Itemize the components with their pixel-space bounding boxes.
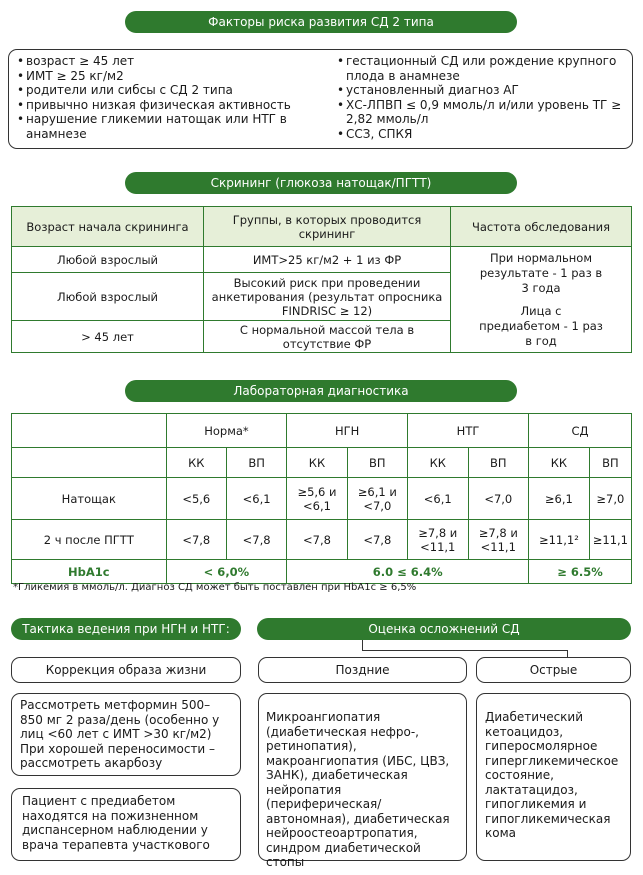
lab-cell: <7,8 [166,520,226,560]
screening-table [11,206,632,353]
lab-cell: ≥7,8 и <11,1 [468,520,529,560]
risk-item: • нарушение гликемии натощак или НТГ в анамнезе [17,112,317,141]
lab-cell: ≥11,1² [529,520,590,560]
screening-age: Любой взрослый [12,273,204,321]
late-title: Поздние [335,663,390,677]
metformin-box [11,693,241,776]
lab-sub-header: ВП [468,448,529,478]
screening-header: Частота обследования [451,207,632,247]
lifestyle-box [11,657,241,683]
connector-line [567,650,568,657]
risk-item: • гестационный СД или рождение крупного плода в анамнезе [337,54,622,83]
tactics-title: Тактика ведения при НГН и НТГ: [11,618,241,640]
screening-group: ИМТ>25 кг/м2 + 1 из ФР [204,247,451,273]
lab-cell: ≥6,1 и <7,0 [347,478,407,520]
screening-frequency [451,247,632,353]
acute-box [476,693,631,861]
screening-age: > 45 лет [12,321,204,353]
screening-header: Возраст начала скрининга [12,207,204,247]
lab-corner [12,414,167,448]
followup-box [11,788,241,861]
lab-sub-header: КК [407,448,468,478]
risk-left-list [17,54,317,141]
lab-cell: ≥6,1 [529,478,590,520]
lab-cell: ≥7,8 и <11,1 [407,520,468,560]
followup-text: Пациент с предиабетом находятся на пожизненном диспансерном наблюдении у врача терапевта участкового [22,794,210,852]
lab-sub-header: ВП [226,448,286,478]
lab-sub-header: ВП [589,448,631,478]
connector-line [362,650,568,651]
lab-row-label: Натощак [12,478,167,520]
lab-title: Лабораторная диагностика [125,380,517,402]
lab-corner [12,448,167,478]
lab-group-header: СД [529,414,632,448]
lab-sub-header: КК [287,448,347,478]
lab-cell: <5,6 [166,478,226,520]
lab-cell: ≥11,1 [589,520,631,560]
screening-group: Высокий риск при проведении анкетирования (результат опросника FINDRISC ≥ 12) [204,273,451,321]
frequency-normal: При нормальном результате - 1 раз в 3 года [479,250,603,295]
lab-sub-header: ВП [347,448,407,478]
lab-table [11,413,632,584]
risk-item: • ССЗ, СПКЯ [337,127,622,142]
frequency-prediabetes: Лица с предиабетом - 1 раз в год [479,303,603,348]
hba1c-normal: < 6,0% [166,560,287,584]
late-title-box [258,657,467,683]
lab-cell: ≥5,6 и <6,1 [287,478,347,520]
lab-group-header: НГН [287,414,408,448]
lab-footnote: *Гликемия в ммоль/л. Диагноз СД может быть поставлен при HbA1c ≥ 6,5% [13,582,417,593]
lab-sub-header: КК [166,448,226,478]
late-box [258,693,467,869]
lab-cell: <7,0 [468,478,529,520]
screening-title: Скрининг (глюкоза натощак/ПГТТ) [125,172,517,194]
risk-item: • родители или сибсы с СД 2 типа [17,83,317,98]
hba1c-prediabetes: 6.0 ≤ 6.4% [287,560,529,584]
risk-right-list [337,54,622,141]
metformin-text: Рассмотреть метформин 500–850 мг 2 раза/день (особенно у лиц <60 лет с ИМТ >30 кг/м2) [20,698,220,741]
acarbose-text: При хорошей переносимости – рассмотреть акарбозу [20,741,216,770]
screening-age: Любой взрослый [12,247,204,273]
acute-text: Диабетический кетоацидоз, гиперосмолярное гипергликемическое состояние, лактатацидоз, гипогликемия и гипогликемическая кома [485,710,619,840]
lab-row-label: 2 ч после ПГТТ [12,520,167,560]
lab-group-header: Норма* [166,414,287,448]
acute-title-box [476,657,631,683]
lab-cell: <6,1 [407,478,468,520]
complications-title: Оценка осложнений СД [257,618,631,640]
risk-item: • установленный диагноз АГ [337,83,622,98]
risk-item: • привычно низкая физическая активность [17,98,317,113]
screening-group: С нормальной массой тела в отсутствие ФР [204,321,451,353]
lab-cell: ≥7,0 [589,478,631,520]
lab-cell: <6,1 [226,478,286,520]
risk-item: • ХС-ЛПВП ≤ 0,9 ммоль/л и/или уровень ТГ ≥ 2,82 ммоль/л [337,98,622,127]
hba1c-label: HbA1c [12,560,167,584]
risk-title: Факторы риска развития СД 2 типа [125,11,517,33]
late-text: Микроангиопатия (диабетическая нефро-, ретинопатия), макроангиопатия (ИБС, ЦВЗ, ЗАНК), диабетическая нейропатия (периферическая/ автономная), диабетическая нейроостеоартропатия, синдром диабетической стопы [266,710,450,869]
risk-box [8,49,633,149]
risk-item: • ИМТ ≥ 25 кг/м2 [17,69,317,84]
lab-cell: <7,8 [226,520,286,560]
lab-sub-header: КК [529,448,590,478]
risk-item: • возраст ≥ 45 лет [17,54,317,69]
lab-cell: <7,8 [287,520,347,560]
lab-group-header: НТГ [407,414,528,448]
screening-header: Группы, в которых проводится скрининг [204,207,451,247]
lab-cell: <7,8 [347,520,407,560]
lifestyle-text: Коррекция образа жизни [45,663,207,677]
acute-title: Острые [529,663,578,677]
hba1c-diabetes: ≥ 6.5% [529,560,632,584]
